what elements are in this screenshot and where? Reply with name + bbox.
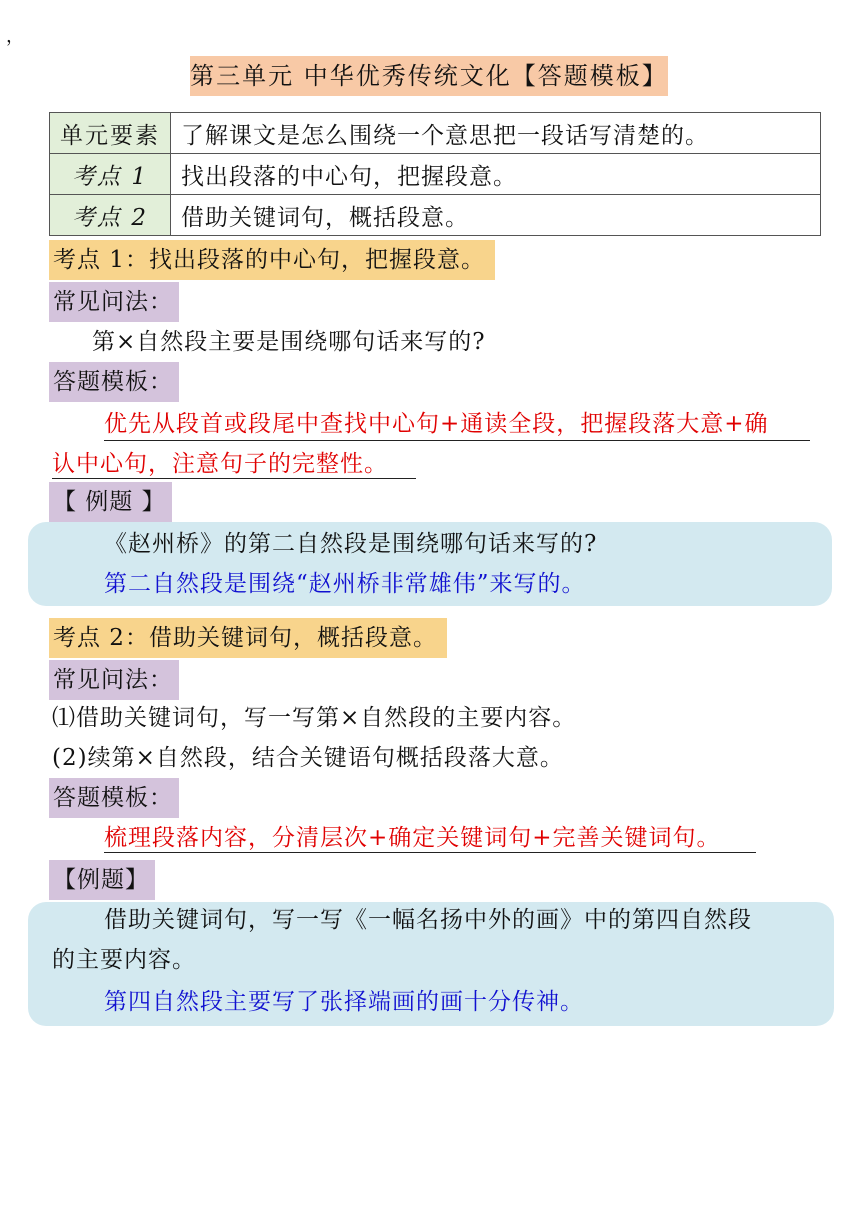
section1-template-label: 答题模板： xyxy=(49,362,179,402)
table-value: 借助关键词句，概括段意。 xyxy=(171,195,821,236)
section1-example-label: 【 例题 】 xyxy=(49,482,172,522)
table-row xyxy=(50,113,821,154)
section2-question1: ⑴借助关键词句，写一写第×自然段的主要内容。 xyxy=(52,705,577,731)
underline xyxy=(104,440,810,441)
section2-example-label: 【例题】 xyxy=(49,860,155,900)
table-key: 考点 2 xyxy=(50,195,171,236)
table-value: 找出段落的中心句，把握段意。 xyxy=(171,154,821,195)
section1-heading: 考点 1：找出段落的中心句，把握段意。 xyxy=(49,240,495,280)
table-key: 单元要素 xyxy=(50,113,171,154)
stray-mark: ， xyxy=(6,26,24,47)
section2-template: 梳理段落内容，分清层次+确定关键词句+完善关键词句。 xyxy=(104,825,721,851)
table-row xyxy=(50,154,821,195)
section1-question: 第×自然段主要是围绕哪句话来写的? xyxy=(92,329,486,355)
table-row xyxy=(50,195,821,236)
section1-question-label: 常见问法： xyxy=(49,282,179,322)
section1-template-line1: 优先从段首或段尾中查找中心句+通读全段，把握段落大意+确 xyxy=(104,411,769,437)
section2-example-question-line2: 的主要内容。 xyxy=(52,947,196,973)
table-key: 考点 1 xyxy=(50,154,171,195)
section2-example-answer: 第四自然段主要写了张择端画的画十分传神。 xyxy=(104,989,584,1015)
summary-table xyxy=(49,112,821,236)
section2-heading: 考点 2：借助关键词句，概括段意。 xyxy=(49,618,447,658)
section2-question2: (2)续第×自然段，结合关键语句概括段落大意。 xyxy=(52,745,564,771)
page-title: 第三单元 中华优秀传统文化【答题模板】 xyxy=(190,56,668,96)
section1-template-line2: 认中心句，注意句子的完整性。 xyxy=(52,451,388,477)
section2-template-label: 答题模板： xyxy=(49,778,179,818)
underline xyxy=(52,478,416,479)
section1-example-question: 《赵州桥》的第二自然段是围绕哪句话来写的? xyxy=(104,531,598,557)
section2-example-question-line1: 借助关键词句，写一写《一幅名扬中外的画》中的第四自然段 xyxy=(104,907,752,933)
table-value: 了解课文是怎么围绕一个意思把一段话写清楚的。 xyxy=(171,113,821,154)
section2-question-label: 常见问法： xyxy=(49,660,179,700)
section1-example-answer: 第二自然段是围绕“赵州桥非常雄伟”来写的。 xyxy=(104,571,586,597)
underline xyxy=(104,852,756,853)
